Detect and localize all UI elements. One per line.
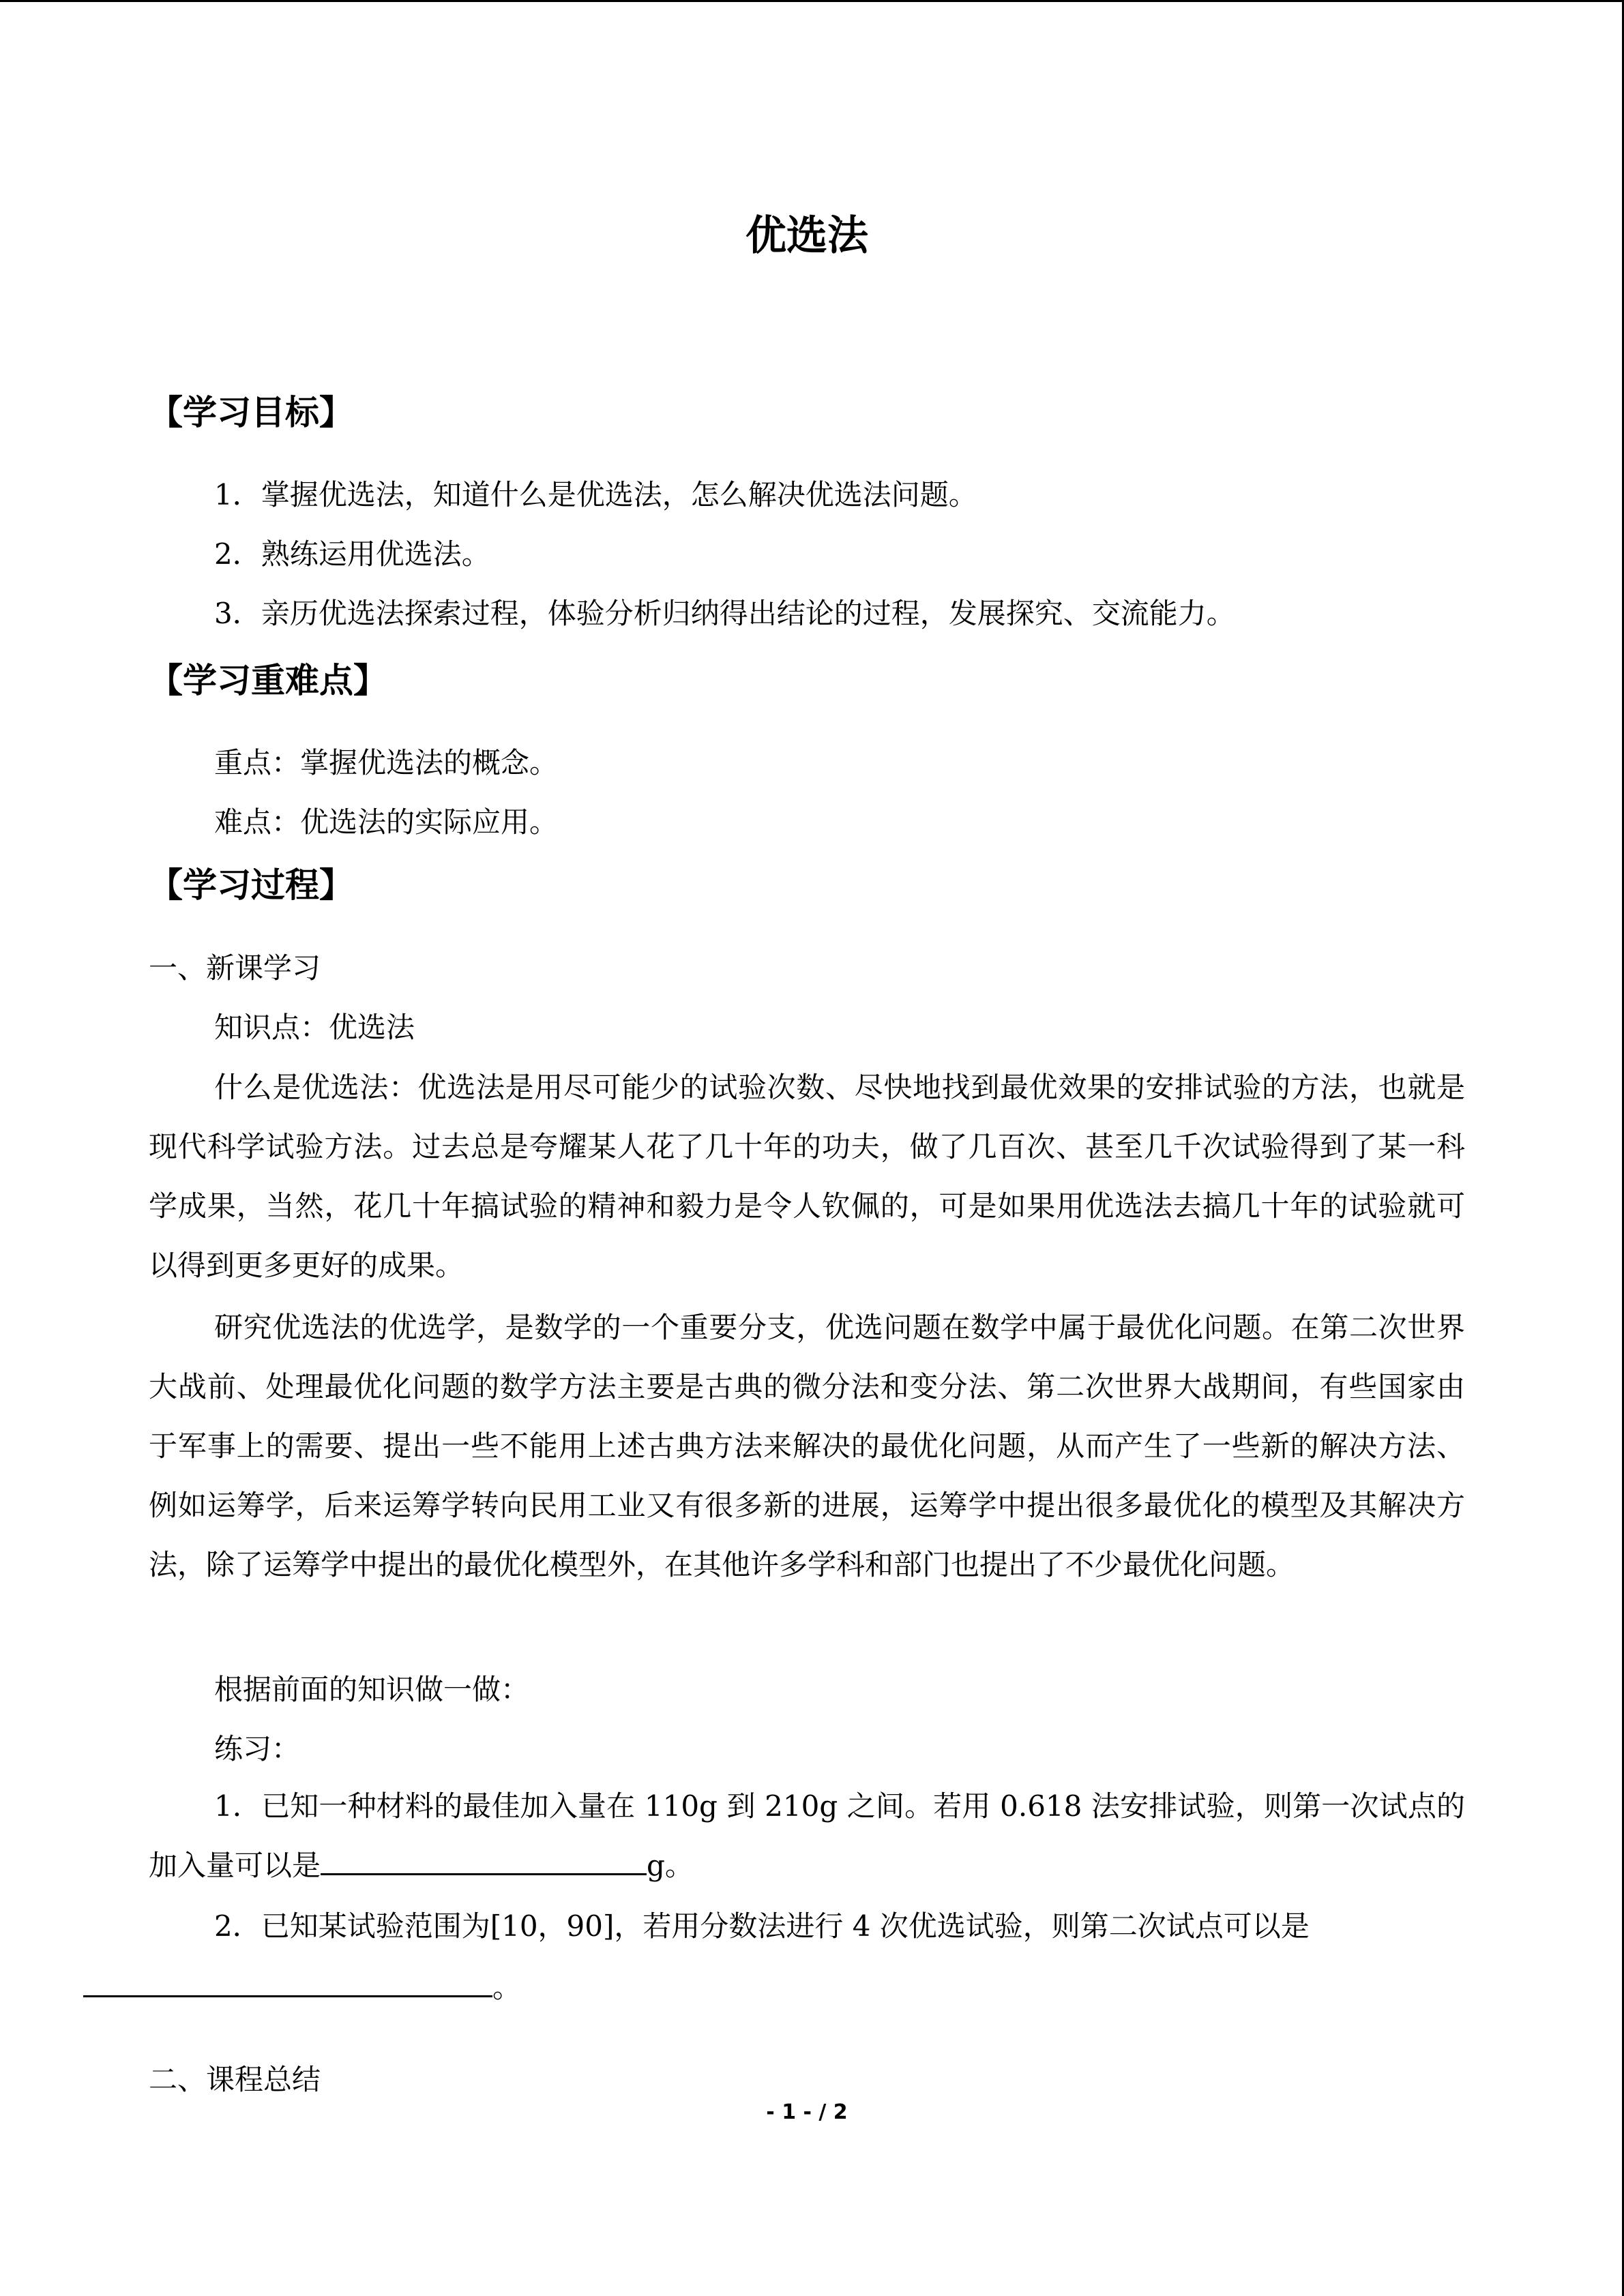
exercise-2-text: 2．已知某试验范围为[10，90]，若用分数法进行 4 次优选试验，则第二次试点可以是 (214, 1909, 1310, 1943)
section-heading-process: 【学习过程】 (149, 865, 353, 905)
page-border-top (0, 0, 1624, 2)
knowledge-point: 知识点：优选法 (214, 1011, 415, 1044)
goal-item-3: 3．亲历优选法探索过程，体验分析归纳得出结论的过程，发展探究、交流能力。 (214, 597, 1235, 630)
key-point-difficulty: 难点：优选法的实际应用。 (214, 805, 559, 839)
practice-prompt: 根据前面的知识做一做： (214, 1673, 530, 1706)
exercise-1-suffix: g。 (647, 1849, 694, 1882)
page-number: - 1 - / 2 (766, 2100, 848, 2124)
practice-label: 练习： (214, 1732, 301, 1765)
exercise-1 (149, 1776, 1465, 1895)
section-heading-key-points: 【学习重难点】 (149, 661, 387, 700)
section-heading-goals: 【学习目标】 (149, 393, 353, 432)
goal-item-2: 2．熟练运用优选法。 (214, 537, 490, 571)
exercise-1-answer-blank[interactable] (321, 1846, 647, 1875)
paragraph-history: 研究优选法的优选学，是数学的一个重要分支，优选问题在数学中属于最优化问题。在第二次世界大战前、处理最优化问题的数学方法主要是古典的微分法和变分法、第二次世界大战期间，有些国家由于军事上的需要、提出一些不能用上述古典方法来解决的最优化问题，从而产生了一些新的解决方法、例如运筹学，后来运筹学转向民用工业又有很多新的进展，运筹学中提出很多最优化的模型及其解决方法，除了运筹学中提出的最优化模型外，在其他许多学科和部门也提出了不少最优化问题。 (149, 1311, 1465, 1581)
part1-title: 一、新课学习 (149, 951, 321, 985)
exercise-2-answer-blank[interactable] (83, 1968, 492, 1997)
paragraph-definition: 什么是优选法：优选法是用尽可能少的试验次数、尽快地找到最优效果的安排试验的方法，也就是现代科学试验方法。过去总是夸耀某人花了几十年的功夫，做了几百次、甚至几千次试验得到了某一科学成果，当然，花几十年搞试验的精神和毅力是令人钦佩的，可是如果用优选法去搞几十年的试验就可以得到更多更好的成果。 (149, 1071, 1465, 1282)
exercise-2-suffix: 。 (492, 1971, 522, 2004)
exercise-2 (149, 1896, 1465, 2017)
goal-item-1: 1．掌握优选法，知道什么是优选法，怎么解决优选法问题。 (214, 478, 977, 511)
key-point-focus: 重点：掌握优选法的概念。 (214, 746, 559, 779)
page-title: 优选法 (745, 212, 868, 260)
part2-title: 二、课程总结 (149, 2063, 321, 2096)
exercise-1-text: 1．已知一种材料的最佳加入量在 110g 到 210g 之间。若用 0.618 法安排试验，则第一次试点的加入量可以是 (149, 1789, 1465, 1882)
